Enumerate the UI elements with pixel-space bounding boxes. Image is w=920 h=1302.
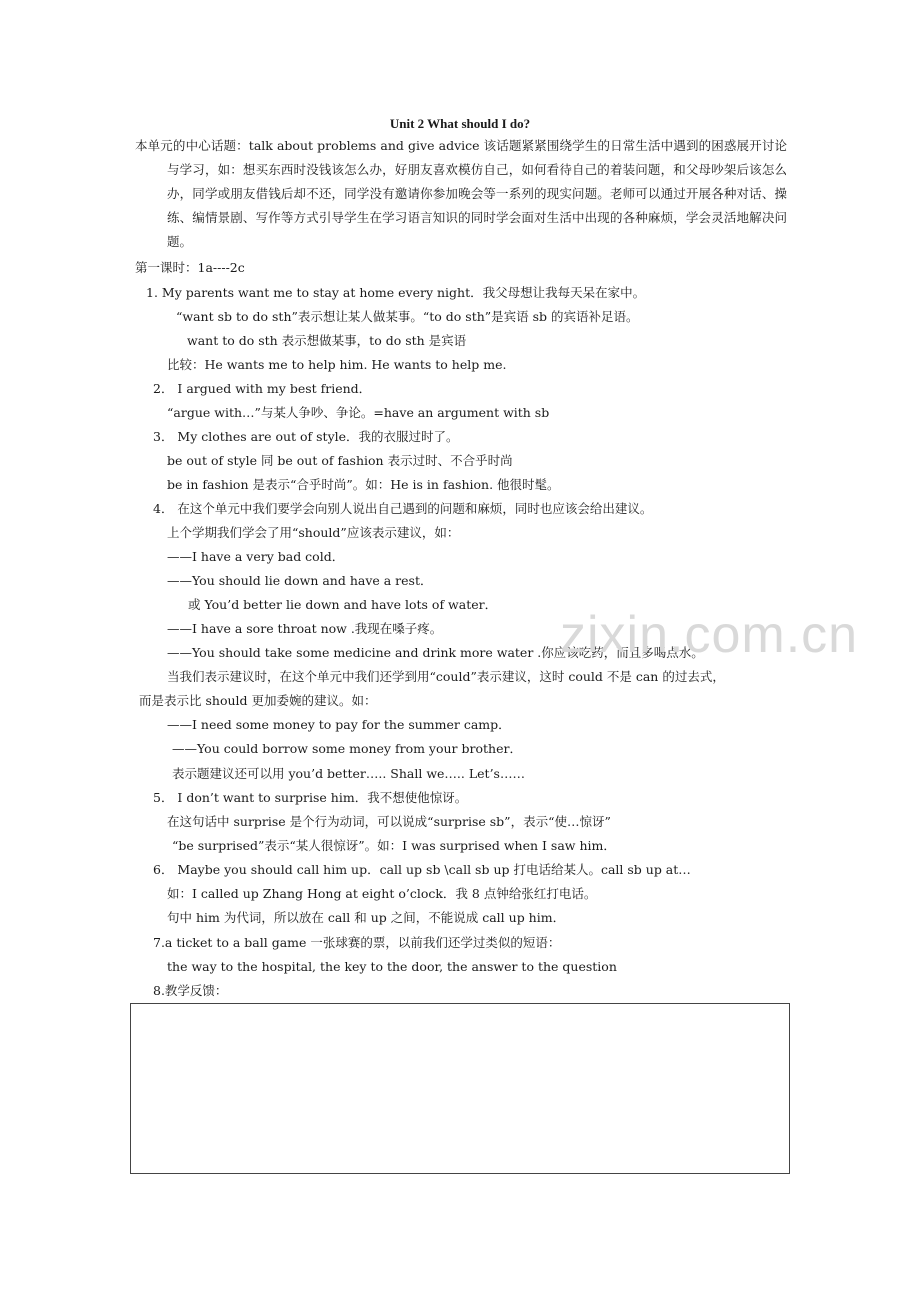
item-7-note: the way to the hospital, the key to the door, the answer to the question [167, 959, 617, 974]
item-5-note-b: “be surprised”表示“某人很惊讶”。如：I was surprised when I saw him． [172, 838, 616, 853]
watermark: zixin.com.cn [560, 606, 859, 664]
item-1-note-a: “want sb to do sth”表示想让某人做某事。“to do sth”是宾语 sb 的宾语补足语。 [176, 309, 639, 324]
item-4-dialog-5: ——You should take some medicine and drink more water .你应该吃药，而且多喝点水。 [167, 645, 704, 660]
item-4-dialog-4: ——I have a sore throat now .我现在嗓子疼。 [167, 621, 443, 636]
item-4-dialog-3: 或 You’d better lie down and have lots of water． [188, 597, 498, 612]
intro-paragraph [135, 134, 787, 254]
item-4-note-d: 表示题建议还可以用 you’d better….. Shall we….. Let’s…… [172, 766, 525, 781]
item-4-dialog-7: ——You could borrow some money from your brother． [172, 741, 522, 756]
item-4-note-a: 上个学期我们学会了用“should”应该表示建议，如： [167, 525, 460, 540]
document-title: Unit 2 What should I do? [389, 116, 531, 131]
item-2-note: “argue with…”与某人争吵、争论。=have an argument with sb [167, 405, 550, 420]
item-1: 1. My parents want me to stay at home every night．我父母想让我每天呆在家中。 [146, 285, 646, 300]
item-2: 2． I argued with my best friend． [153, 381, 372, 396]
item-5-note-a: 在这句话中 surprise 是个行为动词，可以说成“surprise sb”，表示“使…惊讶” [167, 814, 611, 829]
intro-text: 本单元的中心话题：talk about problems and give advice 该话题紧紧围绕学生的日常生活中遇到的困惑展开讨论与学习，如：想买东西时没钱该怎么办，好朋友喜欢模仿自己，如何看待自己的着装问题，和父母吵架后该怎么办，同学或朋友借钱后却不还，同学没有邀请你参加晚会等一系列的现实问题。老师可以通过开展各种对话、操练、编情景剧、写作等方式引导学生在学习语言知识的同时学会面对生活中出现的各种麻烦，学会灵活地解决问题。 [135, 138, 787, 249]
item-3: 3． My clothes are out of style．我的衣服过时了。 [153, 429, 459, 444]
item-6-note-b: 句中 him 为代词，所以放在 call 和 up 之间，不能说成 call up him． [167, 910, 566, 925]
item-4-dialog-2: ——You should lie down and have a rest． [167, 573, 433, 588]
item-3-note-a: be out of style 同 be out of fashion 表示过时、不合乎时尚 [167, 453, 513, 468]
item-7: 7.a ticket to a ball game 一张球赛的票，以前我们还学过类似的短语： [153, 935, 561, 950]
item-1-note-b: want to do sth 表示想做某事，to do sth 是宾语 [187, 333, 467, 348]
feedback-box-border [130, 1003, 790, 1174]
item-4-dialog-6: ——I need some money to pay for the summer camp． [167, 717, 511, 732]
item-4-dialog-1: ——I have a very bad cold． [167, 549, 345, 564]
item-8: 8.教学反馈： [153, 983, 228, 998]
item-3-note-b: be in fashion 是表示“合乎时尚”。如：He is in fashion. 他很时髦。 [167, 477, 560, 492]
item-1-note-c: 比较：He wants me to help him. He wants to help me. [167, 357, 507, 372]
item-4-note-b: 当我们表示建议时，在这个单元中我们还学到用“could”表示建议，这时 could 不是 can 的过去式， [167, 669, 725, 684]
item-5: 5． I don’t want to surprise him．我不想使他惊讶。 [153, 790, 468, 805]
feedback-box[interactable] [130, 1003, 790, 1175]
lesson-heading: 第一课时：1a----2c [135, 260, 245, 275]
item-4-note-c: 而是表示比 should 更加委婉的建议。如： [139, 693, 377, 708]
item-6: 6． Maybe you should call him up．call up sb \call sb up 打电话给某人。call sb up at… [153, 862, 691, 877]
item-4: 4． 在这个单元中我们要学会向别人说出自己遇到的问题和麻烦，同时也应该会给出建议。 [153, 501, 653, 516]
item-6-note-a: 如：I called up Zhang Hong at eight o’clock．我 8 点钟给张红打电话。 [167, 886, 597, 901]
